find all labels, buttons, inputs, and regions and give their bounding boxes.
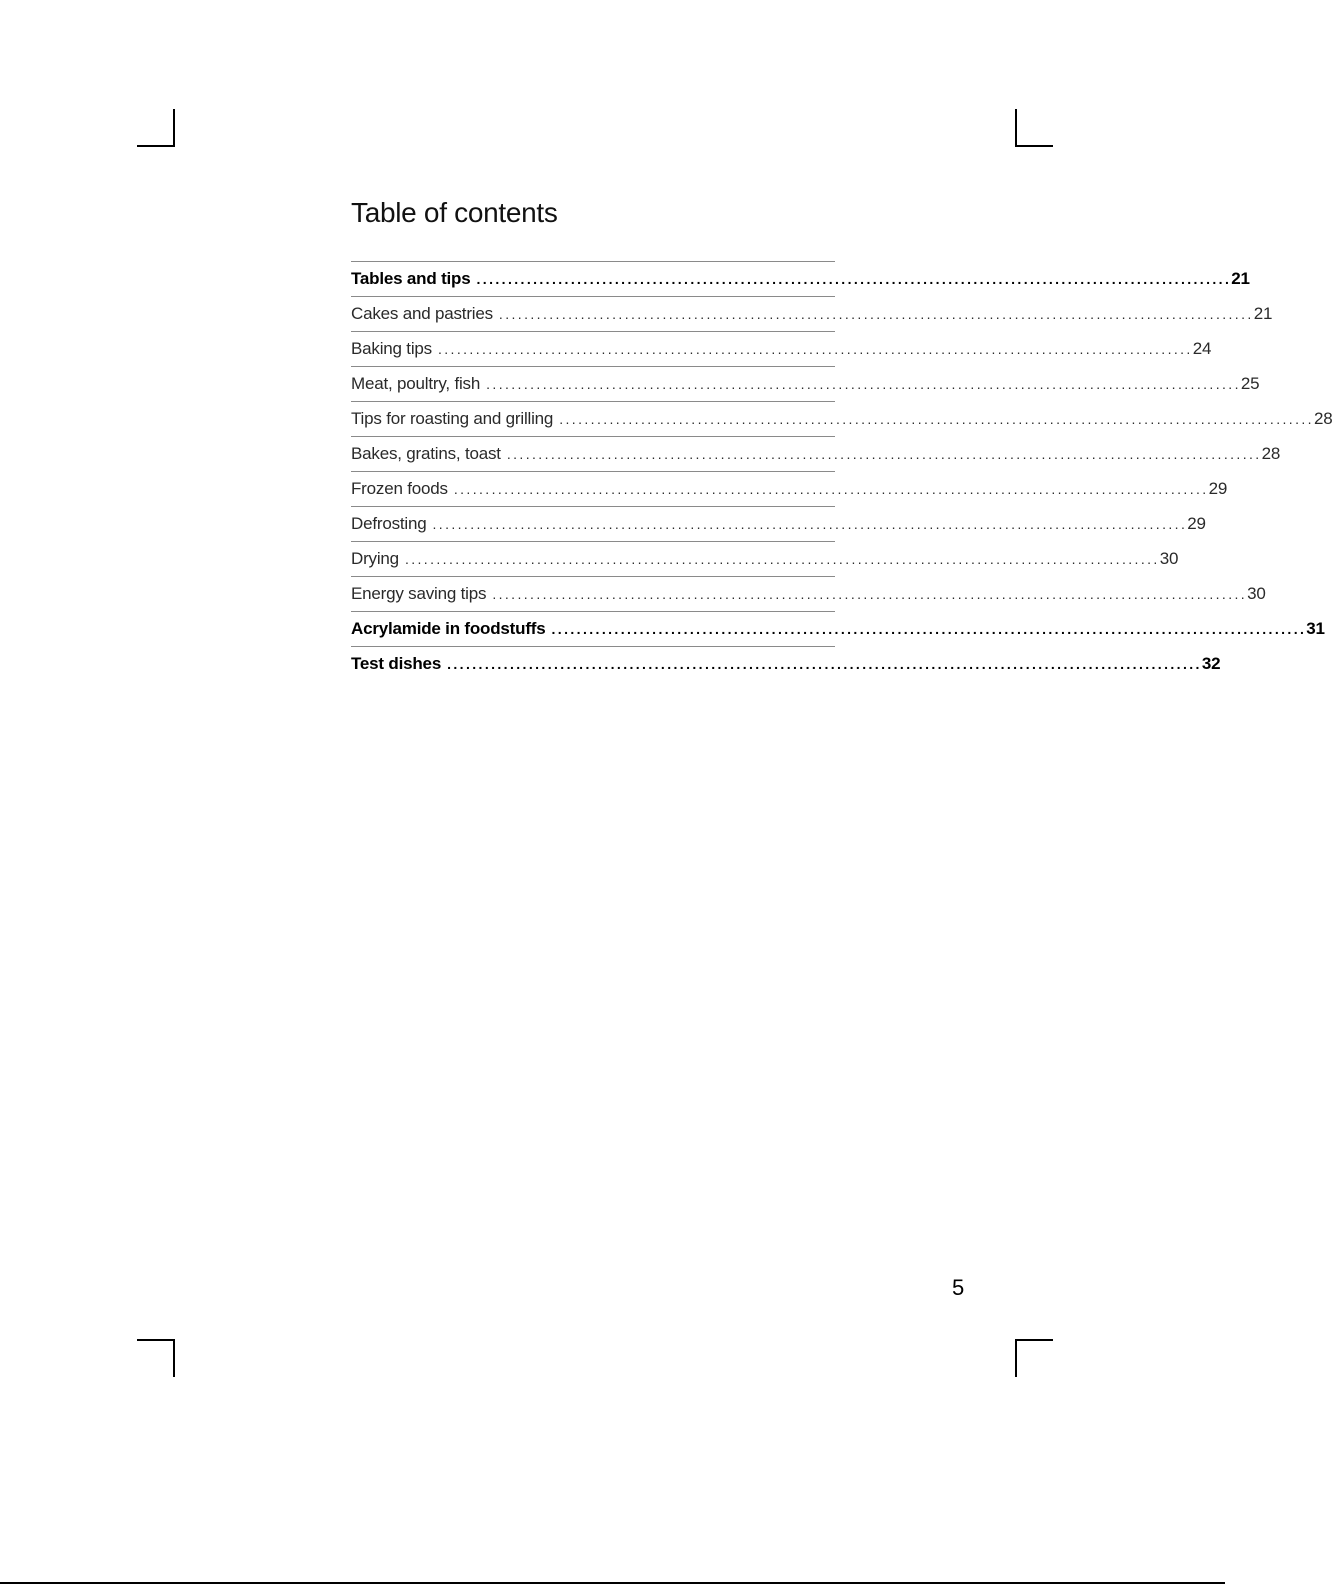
- toc-dot-leader: ........................................................................................................................: [437, 341, 1193, 357]
- toc-entry[interactable]: [351, 367, 1260, 402]
- toc-dot-leader: ........................................................................................................................: [498, 306, 1254, 322]
- toc-dot-leader: ........................................................................................................................: [559, 411, 1314, 427]
- page-bottom-rule: [0, 1582, 1225, 1584]
- toc-entry-label: Test dishes: [351, 654, 442, 673]
- toc-entry[interactable]: [351, 472, 1228, 507]
- crop-mark-bottom-left: [137, 1339, 175, 1377]
- toc-entry-label: Frozen foods: [351, 479, 448, 498]
- toc-entry-page: 32: [1201, 654, 1221, 673]
- table-of-contents: [351, 261, 1332, 681]
- toc-entry[interactable]: [351, 332, 1212, 367]
- toc-entry-page: 31: [1306, 619, 1325, 638]
- toc-entry-page: 21: [1253, 304, 1273, 323]
- toc-entry-page: 29: [1208, 479, 1228, 498]
- toc-entry-page: 29: [1187, 514, 1206, 533]
- toc-dot-leader: ........................................................................................................................: [492, 586, 1248, 602]
- toc-dot-leader: ........................................................................................................................: [476, 271, 1232, 287]
- toc-entry-page: 28: [1313, 409, 1332, 428]
- toc-entry-label: Baking tips: [351, 339, 432, 358]
- toc-entry-label: Meat, poultry, fish: [351, 374, 481, 393]
- toc-entry[interactable]: [351, 612, 1325, 647]
- toc-dot-leader: ........................................................................................................................: [486, 376, 1241, 392]
- crop-mark-bottom-right: [1015, 1339, 1053, 1377]
- toc-entry-label: Drying: [351, 549, 399, 568]
- toc-entry-page: 28: [1261, 444, 1281, 463]
- toc-entry-page: 21: [1231, 269, 1250, 288]
- toc-entry[interactable]: [351, 507, 1206, 542]
- toc-entry-label: Tips for roasting and grilling: [351, 409, 554, 428]
- crop-mark-top-left: [137, 109, 175, 147]
- toc-entry-label: Energy saving tips: [351, 584, 487, 603]
- toc-dot-leader: ........................................................................................................................: [404, 551, 1160, 567]
- toc-dot-leader: ........................................................................................................................: [551, 621, 1307, 637]
- page-number: 5: [952, 1275, 965, 1300]
- toc-entry[interactable]: [351, 647, 1221, 681]
- toc-entry[interactable]: [351, 262, 1250, 297]
- toc-entry-label: Cakes and pastries: [351, 304, 493, 323]
- toc-entry-label: Tables and tips: [351, 269, 471, 288]
- toc-entry[interactable]: [351, 577, 1266, 612]
- toc-entry-label: Bakes, gratins, toast: [351, 444, 501, 463]
- toc-entry[interactable]: [351, 297, 1273, 332]
- toc-dot-leader: ........................................................................................................................: [506, 446, 1262, 462]
- toc-entry-label: Defrosting: [351, 514, 427, 533]
- toc-entry[interactable]: [351, 437, 1281, 472]
- crop-mark-top-right: [1015, 109, 1053, 147]
- toc-entry-page: 25: [1240, 374, 1260, 393]
- toc-entry-label: Acrylamide in foodstuffs: [351, 619, 546, 638]
- toc-entry-page: 30: [1247, 584, 1266, 603]
- toc-entry-page: 30: [1159, 549, 1179, 568]
- toc-entry[interactable]: [351, 542, 1179, 577]
- toc-entry-page: 24: [1192, 339, 1212, 358]
- page-title: Table of contents: [351, 197, 558, 228]
- toc-dot-leader: ........................................................................................................................: [447, 656, 1202, 672]
- toc-dot-leader: ........................................................................................................................: [453, 481, 1209, 497]
- toc-dot-leader: ........................................................................................................................: [432, 516, 1188, 532]
- toc-entry[interactable]: [351, 402, 1332, 437]
